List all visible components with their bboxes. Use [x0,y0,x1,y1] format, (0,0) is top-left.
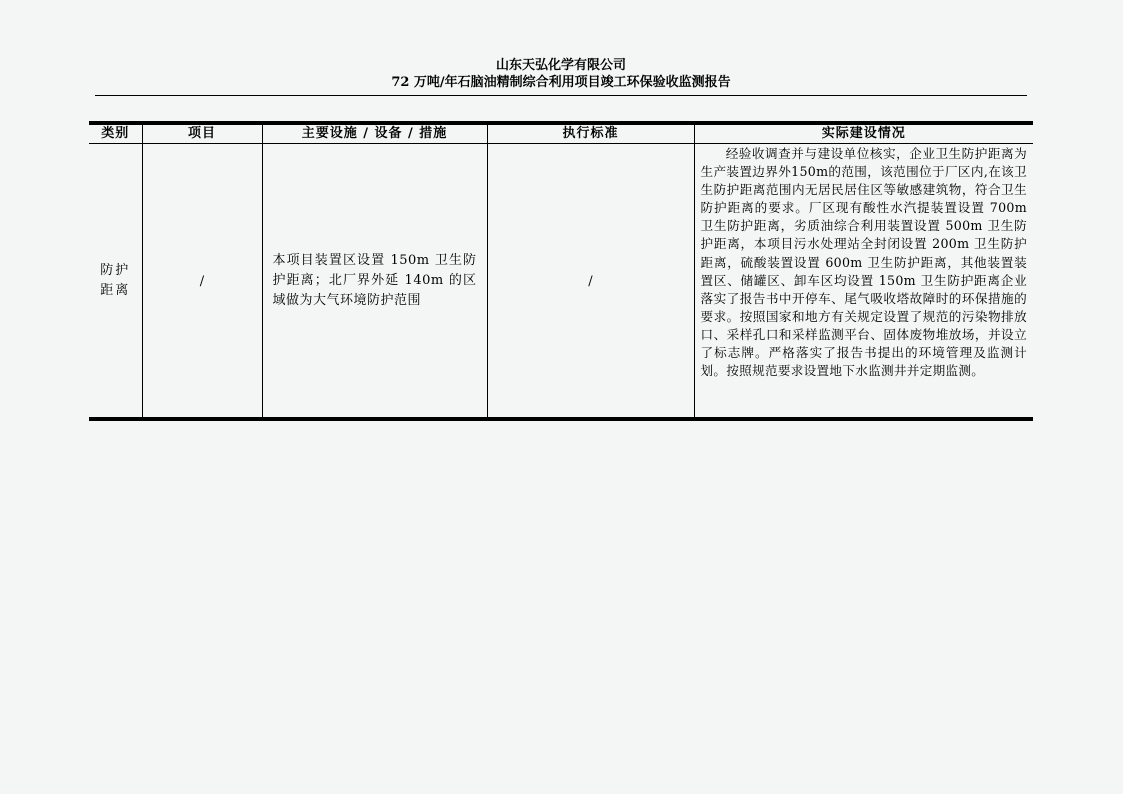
facility-cell [262,144,487,420]
facility-text: 本项目装置区设置 150m 卫生防护距离；北厂界外延 140m 的区域做为大气环境防护范围 [272,252,477,308]
report-header [95,57,1027,91]
header-divider [95,95,1027,96]
company-name: 山东天弘化学有限公司 [495,58,626,73]
project-cell [142,144,262,420]
column-header-project: 项目 [142,123,262,144]
column-header-standard: 执行标准 [487,123,694,144]
column-header-actual: 实际建设情况 [694,123,1033,144]
table-row [89,144,1033,420]
report-title: 72 万吨/年石脑油精制综合利用项目竣工环保验收监测报告 [391,75,731,90]
standard-text: / [588,273,593,289]
actual-cell [694,144,1033,420]
category-cell [89,144,142,420]
acceptance-table [89,121,1033,421]
table-header-row [89,123,1033,144]
standard-cell [487,144,694,420]
category-text: 防护距离 [100,262,131,298]
column-header-category: 类别 [89,123,142,144]
column-header-facility: 主要设施 / 设备 / 措施 [262,123,487,144]
actual-text: 经验收调查并与建设单位核实，企业卫生防护距离为生产装置边界外150m的范围，该范围位于厂区内,在该卫生防护距离范围内无居民居住区等敏感建筑物，符合卫生防护距离的要求。厂区现有酸性水汽提装置设置 700m 卫生防护距离，劣质油综合利用装置设置 500m 卫生防护距离，本项目污水处理站全封闭设置 200m 卫生防护距离，硫酸装置设置 600m 卫生防护距离，其他装置装置区、储罐区、卸车区均设置 150m 卫生防护距离企业落实了报告书中开停车、尾气吸收塔故障时的环保措施的要求。按照国家和地方有关规定设置了规范的污染物排放口、采样孔口和采样监测平台、固体废物堆放场，并设立了标志牌。严格落实了报告书提出的环境管理及监测计划。按照规范要求设置地下水监测井并定期监测。 [700,146,1027,379]
project-text: / [199,273,205,289]
